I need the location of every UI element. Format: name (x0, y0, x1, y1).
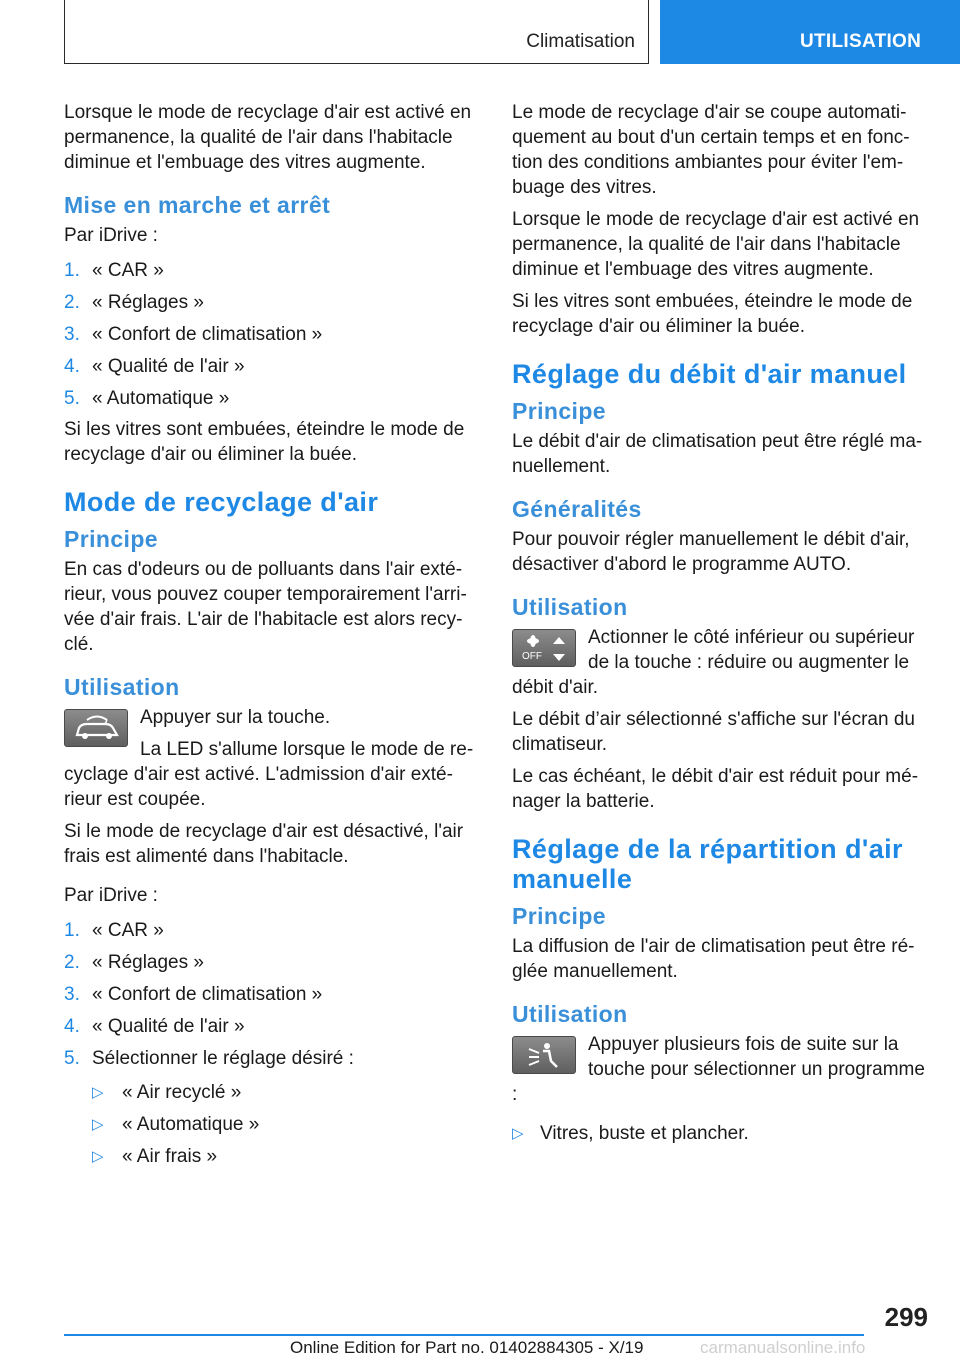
intro-paragraph: Lorsque le mode de recyclage d'air est activé en permanence, la qualité de l'air dans l'habitacle diminue et l'embuage des vitres augmente. (64, 102, 472, 173)
fan-off-label: OFF (522, 651, 542, 662)
distribution-principe: La diffusion de l'air de climatisation peut être réglée manuellement. (512, 936, 915, 982)
list-item: 5. « Automatique » (64, 388, 230, 409)
fan-speed-button-icon (512, 629, 576, 667)
sub-options-list (64, 1077, 478, 1173)
fan-text: Actionner le côté inférieur ou supérieur de la touche : réduire ou augmenter le débit d'air. (512, 627, 915, 698)
heading-principe: Principe (512, 903, 606, 929)
triangle-bullet-icon: ▷ (92, 1116, 104, 1133)
list-item: 1. « CAR » (64, 920, 164, 941)
display-text: Le débit d’air sélectionné s'affiche sur l'écran du climatiseur. (512, 709, 915, 755)
list-item: 4. « Qualité de l'air » (64, 356, 245, 377)
heading-distribution: Réglage de la répartition d'air manuelle (512, 834, 903, 894)
list-item: 3. « Confort de climatisation » (64, 324, 323, 345)
chapter-tab: UTILISATION (660, 0, 960, 64)
fog-note: Si les vitres sont embuées, éteindre le mode de recyclage d'air ou éliminer la buée. (64, 419, 465, 465)
program-text: Appuyer plusieurs fois de suite sur la touche pour sélectionner un programme : (512, 1034, 925, 1105)
list-item: ▷ « Air recyclé » (92, 1077, 478, 1109)
permanent-paragraph: Lorsque le mode de recyclage d'air est activé en permanence, la qualité de l'air dans l'habitacle diminue et l'embuage des vitres augmente. (512, 209, 920, 280)
fan-key-block (512, 625, 926, 707)
idrive-label-2: Par iDrive : (64, 885, 158, 906)
list-item: 1. « CAR » (64, 260, 164, 281)
triangle-bullet-icon: ▷ (512, 1125, 524, 1142)
heading-air-flow: Réglage du débit d'air manuel (512, 359, 907, 389)
list-item: 2. « Réglages » (64, 952, 204, 973)
idrive-label: Par iDrive : (64, 225, 158, 246)
triangle-bullet-icon: ▷ (92, 1084, 104, 1101)
steps-list-1 (64, 255, 478, 415)
air-flow-principe: Le débit d'air de climatisation peut être réglé manuellement. (512, 431, 923, 477)
triangle-bullet-icon: ▷ (92, 1148, 104, 1165)
principe-paragraph: En cas d'odeurs ou de polluants dans l'air extérieur, vous pouvez couper temporairement l'arrivée d'air frais. L'air de l'habitacle est alors recyclé. (64, 559, 467, 655)
list-item: 2. « Réglages » (64, 292, 204, 313)
footer-rule (64, 1334, 864, 1336)
recycle-air-button-icon (64, 709, 128, 747)
page-number: 299 (884, 1302, 928, 1332)
led-text: La LED s'allume lorsque le mode de recyclage d'air est activé. L'admission d'air extérieur est coupée. (64, 739, 474, 810)
steps-list-2 (64, 915, 478, 1075)
list-item: ▷ Vitres, buste et plancher. (512, 1118, 926, 1150)
section-title: Climatisation (526, 31, 635, 52)
edition-text: Online Edition for Part no. 01402884305 - X/19 (290, 1338, 644, 1357)
heading-principe: Principe (64, 526, 158, 552)
air-distribution-button-icon (512, 1036, 576, 1074)
list-item: ▷ « Air frais » (92, 1141, 478, 1173)
right-column (512, 100, 926, 1150)
recycle-key-block (64, 705, 478, 819)
heading-principe: Principe (512, 398, 606, 424)
press-key-text: Appuyer sur la touche. (140, 707, 331, 728)
heading-on-off: Mise en marche et arrêt (64, 192, 331, 218)
heading-utilisation: Utilisation (64, 674, 180, 700)
left-column (64, 100, 478, 1173)
auto-off-paragraph: Le mode de recyclage d'air se coupe automatiquement au bout d'un certain temps et en fonction des conditions ambiantes pour éviter l'embuage des vitres. (512, 102, 910, 198)
fog-note: Si les vitres sont embuées, éteindre le mode de recyclage d'air ou éliminer la buée. (512, 291, 913, 337)
heading-utilisation: Utilisation (512, 1001, 628, 1027)
distribution-key-block (512, 1032, 926, 1114)
list-item: ▷ « Automatique » (92, 1109, 478, 1141)
watermark: carmanualsonline.info (700, 1338, 866, 1357)
off-text: Si le mode de recyclage d'air est désactivé, l'air frais est alimenté dans l'habitacle. (64, 821, 464, 867)
list-item: 3. « Confort de climatisation » (64, 984, 323, 1005)
generalites-paragraph: Pour pouvoir régler manuellement le débit d'air, désactiver d'abord le programme AUTO. (512, 529, 910, 575)
program-list (512, 1118, 926, 1150)
battery-text: Le cas échéant, le débit d'air est réduit pour ménager la batterie. (512, 766, 919, 812)
heading-utilisation: Utilisation (512, 594, 628, 620)
heading-recycle-mode: Mode de recyclage d'air (64, 487, 379, 517)
list-item: 5. Sélectionner le réglage désiré : (64, 1048, 354, 1069)
list-item: 4. « Qualité de l'air » (64, 1016, 245, 1037)
heading-generalites: Généralités (512, 496, 642, 522)
